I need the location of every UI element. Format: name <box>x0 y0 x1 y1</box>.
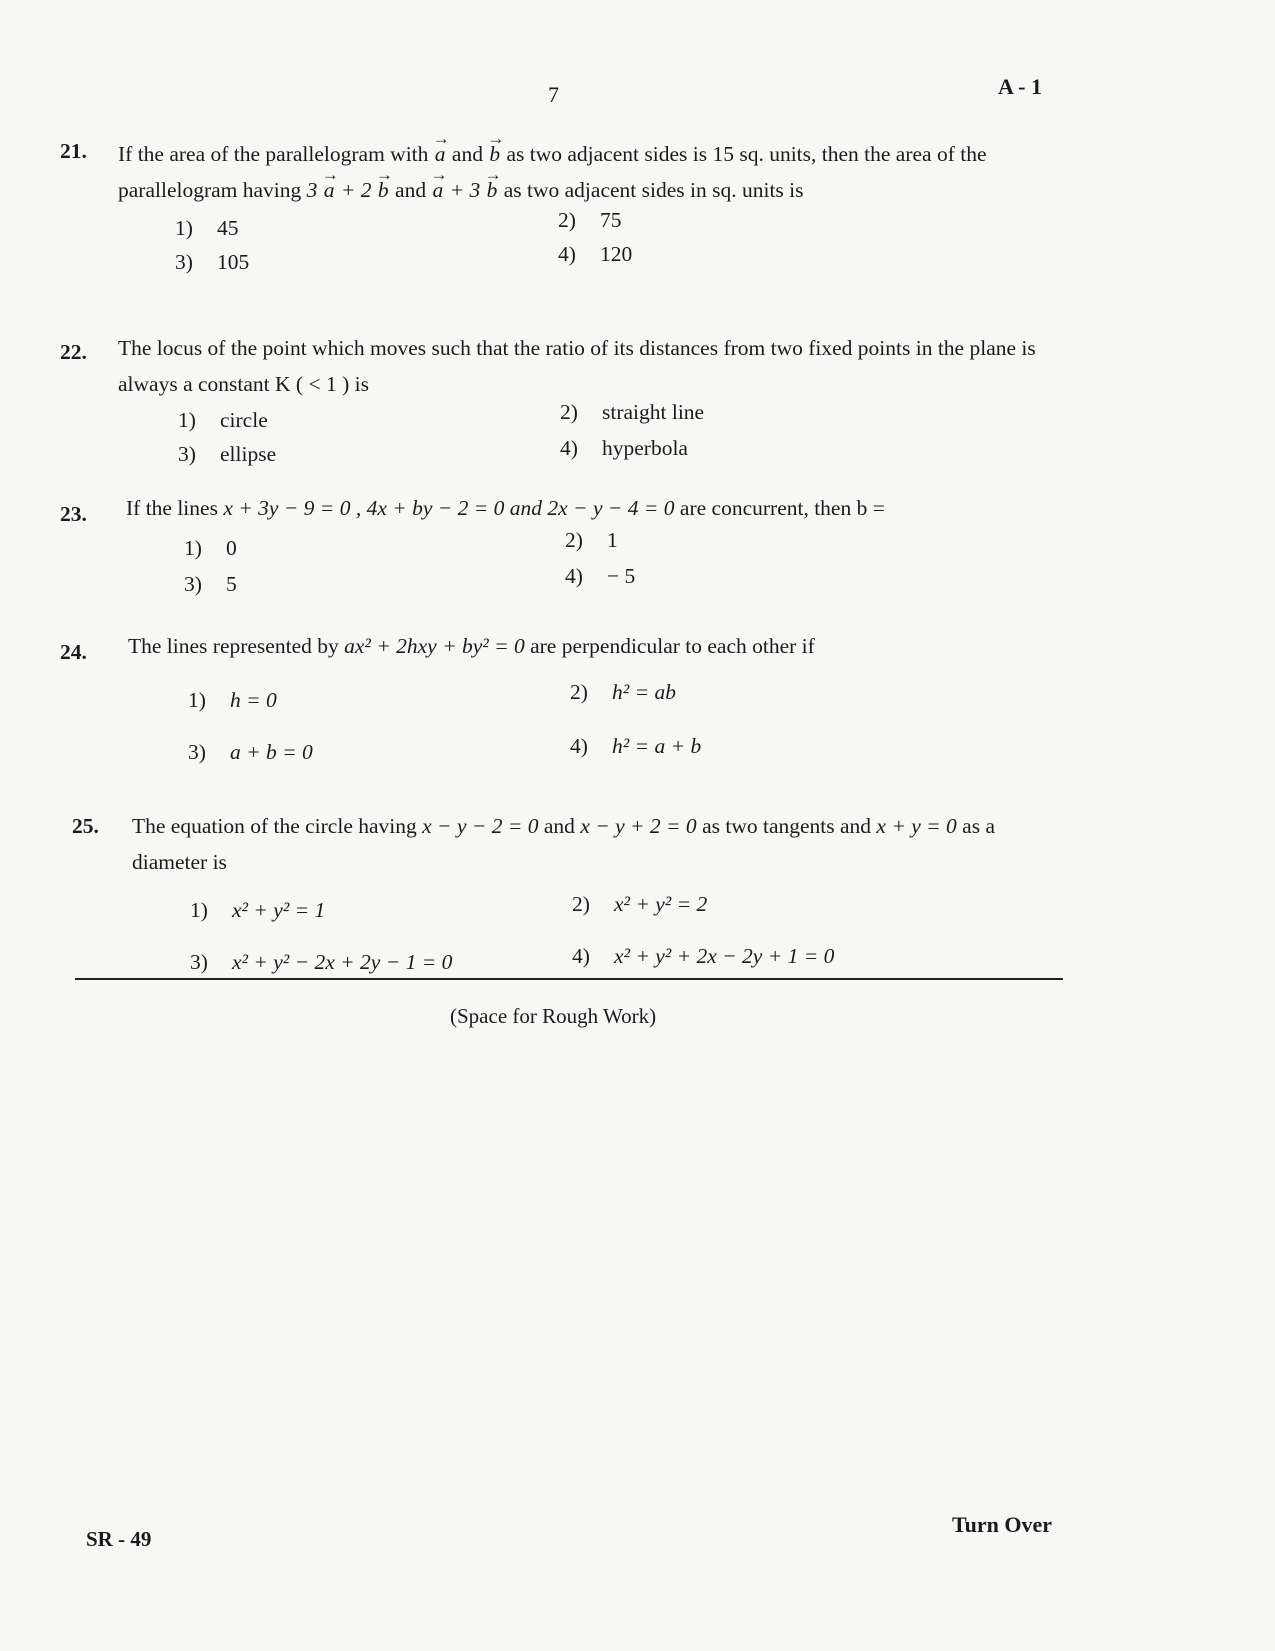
option-value: 105 <box>217 250 250 274</box>
option-label: 1) <box>184 536 202 560</box>
option-value: h = 0 <box>230 688 277 712</box>
option-2[interactable] <box>558 208 622 233</box>
vector-b: → b <box>488 136 501 172</box>
question-text-part: If the lines <box>126 496 218 520</box>
series-code: A - 1 <box>998 74 1042 99</box>
option-4[interactable] <box>560 436 688 461</box>
equations: x + 3y − 9 = 0 , 4x + by − 2 = 0 and 2x − y − 4 = 0 <box>223 496 675 520</box>
equation-2: x − y + 2 = 0 <box>580 814 697 838</box>
option-4[interactable] <box>572 944 834 969</box>
option-value: circle <box>220 408 268 432</box>
footer-code: SR - 49 <box>86 1527 152 1551</box>
option-value: a + b = 0 <box>230 740 313 764</box>
question-number: 21. <box>60 139 87 163</box>
expression-term: + 3 <box>449 178 481 202</box>
option-1[interactable] <box>175 216 239 241</box>
option-value: h² = ab <box>612 680 676 704</box>
option-2[interactable] <box>565 528 618 553</box>
options <box>60 208 1060 282</box>
question-text-part: as two adjacent sides is 15 sq. units, then the area of the parallelogram having <box>118 142 987 202</box>
option-4[interactable] <box>570 734 701 759</box>
question-24 <box>60 628 1060 792</box>
option-value: 75 <box>600 208 622 232</box>
vector-a: → a <box>434 136 447 172</box>
question-text <box>126 490 1060 526</box>
option-label: 3) <box>184 572 202 596</box>
question-number: 24. <box>60 640 87 664</box>
option-label: 4) <box>558 242 576 266</box>
option-value: x² + y² − 2x + 2y − 1 = 0 <box>232 950 453 974</box>
question-number: 22. <box>60 340 87 364</box>
option-label: 4) <box>570 734 588 758</box>
question-text-part: are perpendicular to each other if <box>530 634 815 658</box>
turn-over-label: Turn Over <box>952 1512 1053 1537</box>
option-value: 120 <box>600 242 633 266</box>
question-number: 23. <box>60 502 87 526</box>
vector-a: → a <box>431 172 444 208</box>
question-text-part: as two tangents and <box>702 814 872 838</box>
option-1[interactable] <box>188 688 277 713</box>
options <box>60 682 1060 792</box>
question-23 <box>60 490 1060 600</box>
question-text-part: as a diameter is <box>132 814 995 874</box>
option-value: x² + y² = 1 <box>232 898 326 922</box>
question-text-part: The equation of the circle having <box>132 814 417 838</box>
option-label: 2) <box>560 400 578 424</box>
option-value: x² + y² = 2 <box>614 892 708 916</box>
option-value: 1 <box>607 528 618 552</box>
expression-1 <box>307 178 390 202</box>
option-value: − 5 <box>607 564 636 588</box>
equation-3: x + y = 0 <box>876 814 957 838</box>
question-text-part: are concurrent, then b = <box>679 496 885 520</box>
question-number: 25. <box>72 814 99 838</box>
section-divider <box>75 978 1063 980</box>
conjunction: and <box>543 814 575 838</box>
option-label: 2) <box>570 680 588 704</box>
option-label: 1) <box>190 898 208 922</box>
option-3[interactable] <box>175 250 249 275</box>
rough-work-label: (Space for Rough Work) <box>450 1004 657 1028</box>
option-label: 4) <box>565 564 583 588</box>
question-text <box>132 808 1060 880</box>
option-1[interactable] <box>178 408 268 433</box>
option-3[interactable] <box>184 572 237 597</box>
option-label: 3) <box>188 740 206 764</box>
option-value: 0 <box>226 536 237 560</box>
option-value: h² = a + b <box>612 734 702 758</box>
option-1[interactable] <box>184 536 237 561</box>
question-text-part: The lines represented by <box>128 634 339 658</box>
vector-a: → a <box>323 172 336 208</box>
option-label: 1) <box>188 688 206 712</box>
option-value: 45 <box>217 216 239 240</box>
option-value: ellipse <box>220 442 277 466</box>
question-21 <box>60 136 1060 282</box>
option-3[interactable] <box>190 950 452 975</box>
question-text-part: If the area of the parallelogram with <box>118 142 429 166</box>
equation-1: x − y − 2 = 0 <box>422 814 539 838</box>
vector-b: → b <box>377 172 390 208</box>
option-2[interactable] <box>560 400 704 425</box>
equation: ax² + 2hxy + by² = 0 <box>344 634 525 658</box>
option-label: 4) <box>572 944 590 968</box>
option-label: 3) <box>175 250 193 274</box>
option-label: 3) <box>178 442 196 466</box>
option-2[interactable] <box>572 892 707 917</box>
page-number: 7 <box>548 82 559 107</box>
option-4[interactable] <box>558 242 632 267</box>
option-label: 2) <box>572 892 590 916</box>
option-value: hyperbola <box>602 436 688 460</box>
option-2[interactable] <box>570 680 676 705</box>
option-label: 4) <box>560 436 578 460</box>
options <box>60 530 1060 600</box>
question-text <box>118 136 1060 208</box>
vector-b: → b <box>486 172 499 208</box>
expression-term: + 2 <box>340 178 372 202</box>
expression-coefficient: 3 <box>306 178 318 202</box>
option-label: 3) <box>190 950 208 974</box>
option-1[interactable] <box>190 898 325 923</box>
expression-2 <box>431 178 498 202</box>
option-label: 1) <box>178 408 196 432</box>
option-value: straight line <box>602 400 705 424</box>
option-label: 1) <box>175 216 193 240</box>
question-text: The locus of the point which moves such that the ratio of its distances from two fixed points in the plane is always a constant K ( < 1 ) is <box>118 336 1036 396</box>
option-value: x² + y² + 2x − 2y + 1 = 0 <box>614 944 835 968</box>
option-value: 5 <box>226 572 237 596</box>
question-text <box>128 628 1060 664</box>
option-3[interactable] <box>178 442 276 467</box>
option-label: 2) <box>565 528 583 552</box>
conjunction: and <box>451 142 483 166</box>
option-4[interactable] <box>565 564 635 589</box>
question-25 <box>60 808 1060 994</box>
options <box>60 400 1060 476</box>
question-22 <box>60 330 1060 476</box>
conjunction: and <box>395 178 427 202</box>
question-text-part: as two adjacent sides in sq. units is <box>503 178 804 202</box>
option-3[interactable] <box>188 740 313 765</box>
option-label: 2) <box>558 208 576 232</box>
